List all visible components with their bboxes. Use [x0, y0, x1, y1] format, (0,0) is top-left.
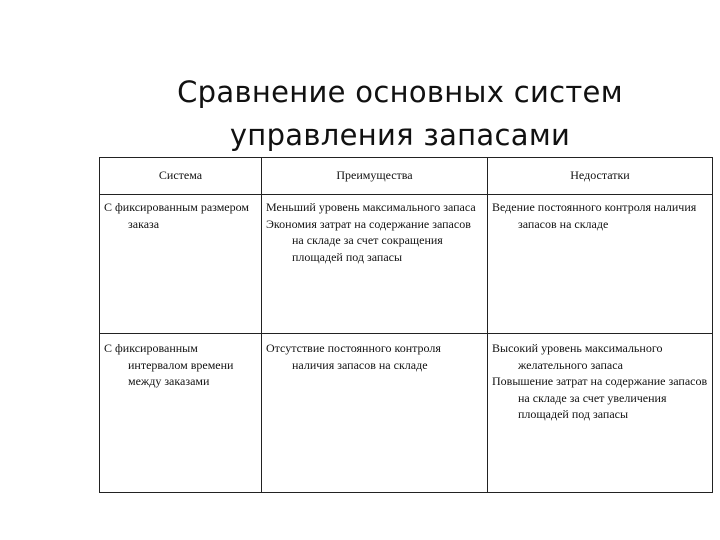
disadvantages-cell	[488, 334, 713, 493]
advantage-item: Меньший уровень максимального запаса	[266, 200, 476, 214]
title-line-1: Сравнение основных систем	[177, 75, 623, 110]
system-name: С фиксированным размером заказа	[104, 200, 249, 231]
table-row	[100, 334, 713, 493]
table-header-row	[100, 158, 713, 195]
system-name: С фиксированным интервалом времени между заказами	[104, 341, 234, 388]
disadvantages-cell	[488, 195, 713, 334]
disadvantage-item: Повышение затрат на содержание запасов на складе за счет увеличения площадей под запасы	[492, 374, 708, 421]
advantages-cell	[262, 334, 488, 493]
advantage-item: Экономия затрат на содержание запасов на складе за счет сокращения площадей под запасы	[266, 216, 471, 264]
header-advantages: Преимущества	[262, 158, 488, 195]
disadvantage-item: Высокий уровень максимального желательного запаса	[492, 341, 663, 372]
header-disadvantages: Недостатки	[488, 158, 713, 195]
system-cell	[100, 195, 262, 334]
advantage-item: Отсутствие постоянного контроля наличия запасов на складе	[266, 341, 441, 372]
system-cell	[100, 334, 262, 493]
slide-title	[150, 71, 650, 157]
header-system: Система	[100, 158, 262, 195]
disadvantage-item: Ведение постоянного контроля наличия запасов на складе	[492, 200, 697, 231]
comparison-table	[99, 157, 713, 493]
advantages-cell	[262, 195, 488, 334]
title-line-2: управления запасами	[229, 118, 571, 153]
table-row	[100, 195, 713, 334]
